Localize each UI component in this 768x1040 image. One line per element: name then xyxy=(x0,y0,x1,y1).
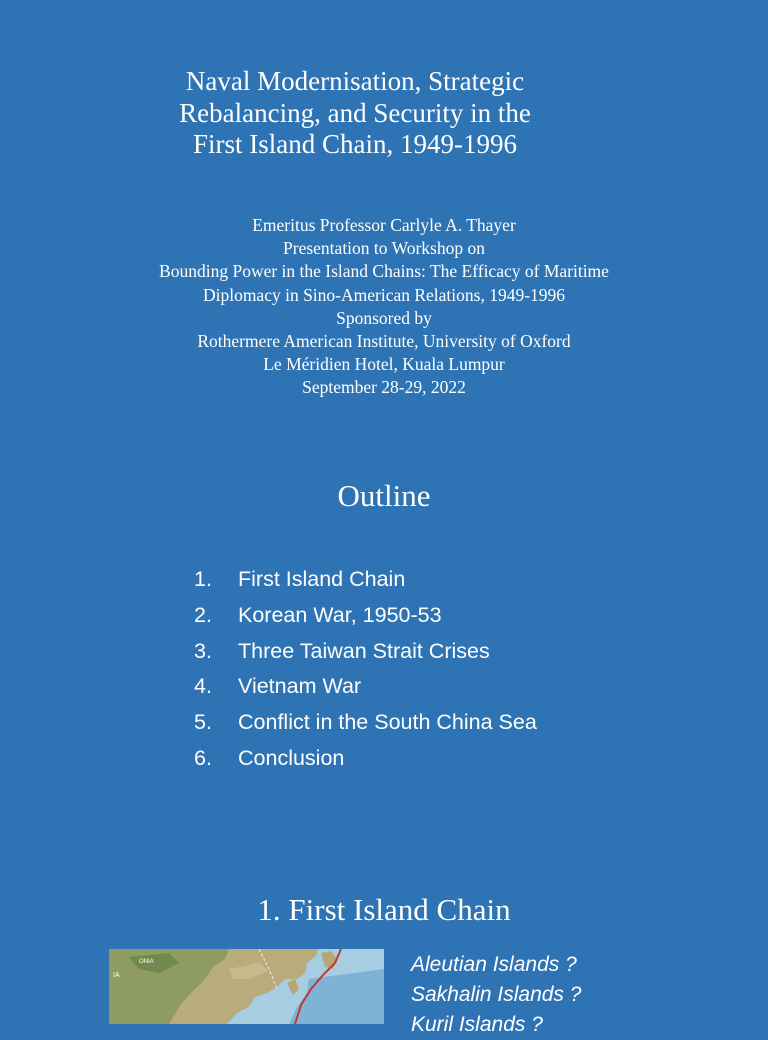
outline-list xyxy=(194,563,537,778)
item-number: 5. xyxy=(194,710,212,735)
island-item: Kuril Islands ? xyxy=(411,1013,543,1036)
presentation-title xyxy=(100,66,610,161)
item-text: First Island Chain xyxy=(238,567,406,591)
item-text: Three Taiwan Strait Crises xyxy=(238,638,490,663)
list-item xyxy=(194,706,537,742)
title-line: Naval Modernisation, Strategic xyxy=(185,66,525,96)
map-graphic xyxy=(109,949,384,1024)
credit-line: Presentation to Workshop on xyxy=(283,238,485,259)
item-text: Vietnam War xyxy=(238,674,362,699)
list-item xyxy=(194,742,537,778)
island-item: Aleutian Islands ? xyxy=(411,953,577,976)
section-heading: 1. First Island Chain xyxy=(257,892,511,927)
item-text: Conclusion xyxy=(238,745,345,770)
credit-line: Sponsored by xyxy=(336,307,432,328)
list-item xyxy=(194,599,537,635)
credit-workshop-cont: Diplomacy in Sino-American Relations, 1949-1996 xyxy=(202,284,566,305)
map-label: IA xyxy=(113,972,120,979)
title-line: Rebalancing, and Security in the xyxy=(179,97,531,128)
presentation-credits xyxy=(60,214,708,400)
list-item xyxy=(194,670,537,706)
map-image xyxy=(109,949,384,1024)
map-label: ONIA xyxy=(139,959,154,965)
item-text: Conflict in the South China Sea xyxy=(238,710,537,735)
item-number: 4. xyxy=(194,674,212,699)
item-text: Korean War, 1950-53 xyxy=(238,602,442,627)
credit-sponsor: Rothermere American Institute, University of Oxford xyxy=(197,331,571,352)
item-number: 6. xyxy=(194,745,212,770)
item-number: 1. xyxy=(194,567,212,591)
list-item xyxy=(194,563,537,599)
item-number: 2. xyxy=(194,602,212,627)
title-line: First Island Chain, 1949-1996 xyxy=(193,129,517,159)
outline-heading: Outline xyxy=(337,478,431,513)
island-item: Sakhalin Islands ? xyxy=(411,983,582,1006)
credit-venue: Le Méridien Hotel, Kuala Lumpur xyxy=(263,354,505,375)
credit-author: Emeritus Professor Carlyle A. Thayer xyxy=(252,215,516,235)
credit-workshop: Bounding Power in the Island Chains: The Efficacy of Maritime xyxy=(159,261,609,282)
item-number: 3. xyxy=(194,638,212,663)
list-item xyxy=(194,635,537,671)
island-list xyxy=(411,950,581,1040)
credit-date: September 28-29, 2022 xyxy=(302,377,466,398)
